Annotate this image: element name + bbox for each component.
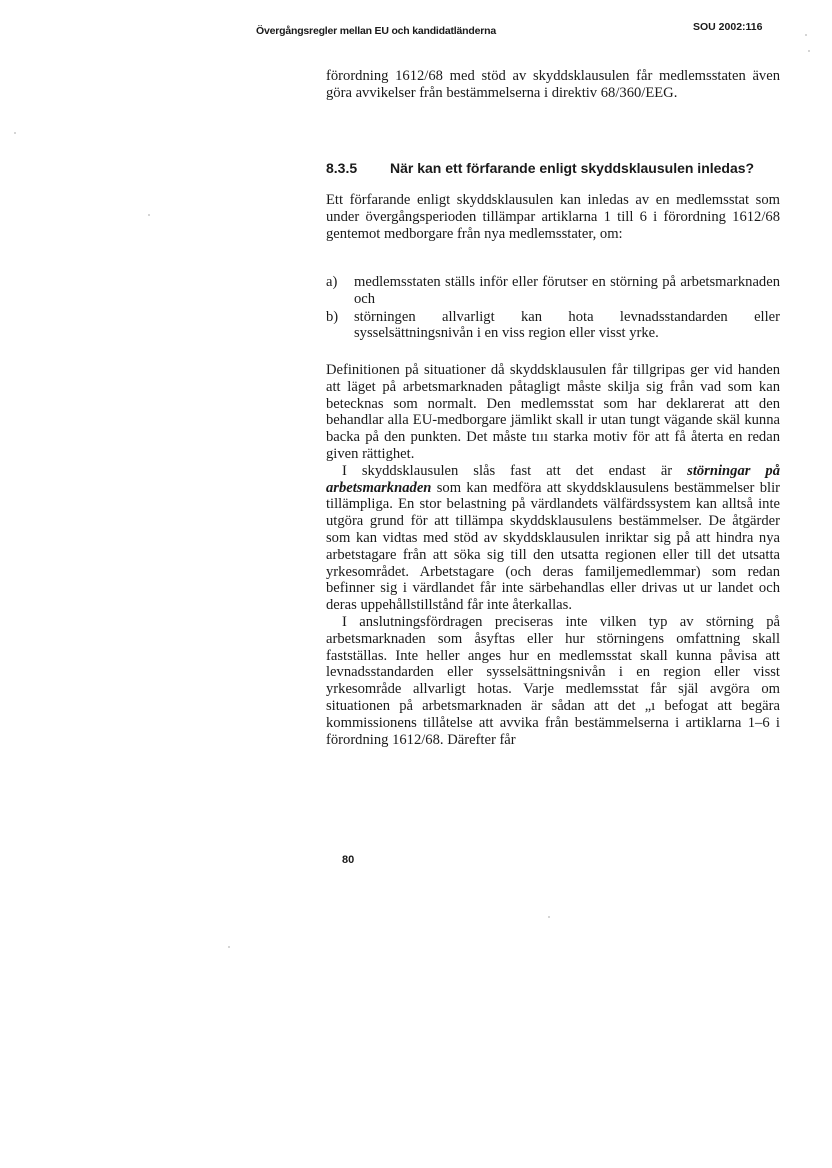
section-heading [326,160,786,176]
scan-speck [808,50,810,52]
scan-speck [148,214,150,216]
list-item [326,309,780,343]
running-header-report-id: SOU 2002:116 [693,21,763,33]
section-title: När kan ett förfarande enligt skyddsklausulen inledas? [390,160,755,176]
section-number: 8.3.5 [326,160,358,176]
clause-text-before: I skyddsklausulen slås fast att det endast är [342,462,688,479]
running-header-title: Övergångsregler mellan EU och kandidatländerna [256,25,496,37]
clause-emphasis: störningar på arbetsmarknaden [326,462,780,496]
list-marker: b) [326,308,339,325]
continuation-paragraph: förordning 1612/68 med stöd av skyddsklausulen får medlemsstaten även göra avvikelser från bestämmelserna i direktiv 68/360/EEG. [326,68,780,101]
page-number: 80 [342,854,355,866]
conditions-list [326,274,780,343]
definition-paragraph: Definitionen på situationer då skyddsklausulen får tillgripas ger vid handen att läget på arbetsmarknaden påtagligt måste skilja sig från vad som kan betecknas som normalt. Den medlemsstat som har deklarerat att den behandlar alla EU-medborgare jämlikt skall ir utan tungt vägande skäl kunna backa på den punkten. Det måste tııı starka motiv för att få återta en redan given rättighet. [326,362,780,462]
clause-paragraph [326,463,780,614]
list-marker: a) [326,274,338,290]
scan-speck [228,946,230,948]
scan-speck [14,132,16,134]
main-text-block [326,362,780,748]
clause-text-after: som kan medföra att skyddsklausulens bestämmelser blir tillämpliga. En stor belastning på värdlandets välfärdssystem kan alltså inte utgöra grund för att tillämpa skyddsklausulens bestämmelser. De åtgärder som kan vidtas med stöd av skyddsklausulen inriktar sig på att hindra nya arbetstagare från att söka sig till den utsatta regionen eller till det utsatta yrkesområdet. Arbetstagare (och deras familjemedlemmar) som redan befinner sig i värdlandet får inte särbehandlas eller drivas ut ur landet och deras uppehållstillstånd får inte återkallas. [326,479,780,614]
scan-speck [548,916,550,918]
intro-paragraph: Ett förfarande enligt skyddsklausulen kan inledas av en medlemsstat som under övergångsperioden tillämpar artiklarna 1 till 6 i förordning 1612/68 gentemot medborgare från nya medlemsstater, om: [326,192,780,242]
accession-paragraph: I anslutningsfördragen preciseras inte vilken typ av störning på arbetsmarknaden som åsyftas eller hur störningens omfattning skall fastställas. Inte heller anges hur en medlemsstat skall kunna påvisa att levnadsstandarden eller sysselsättningsnivån i en region eller visst yrkesområde allvarligt hotas. Varje medlemsstat får själ avgöra om situationen på arbetsmarknaden är sådan att det „ı befogat att begära kommissionens tillåtelse att avvika från bestämmelserna i artiklarna 1–6 i förordning 1612/68. Därefter får [326,613,780,748]
list-item [326,274,780,308]
list-item-text: medlemsstaten ställs inför eller förutser en störning på arbetsmarknaden och [354,274,780,307]
list-item-text: störningen allvarligt kan hota levnadsstandarden eller sysselsättningsnivån i en viss region eller visst yrke. [354,308,780,342]
scan-speck [805,34,807,36]
